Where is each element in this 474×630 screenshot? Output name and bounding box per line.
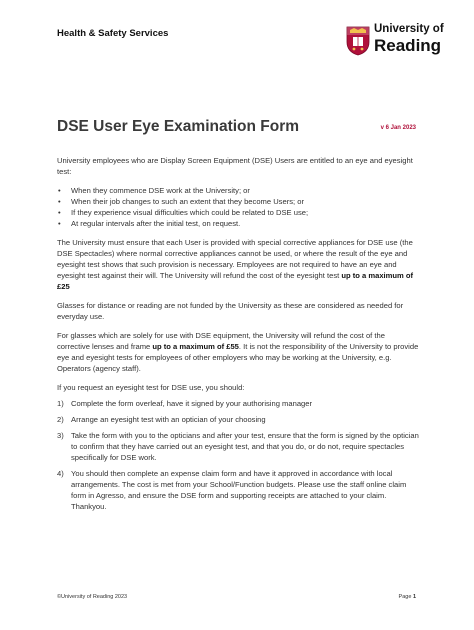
list-item xyxy=(57,468,419,512)
glasses-paragraph: Glasses for distance or reading are not funded by the University as these are considered as needed for everyday use. xyxy=(57,301,404,321)
crest-icon xyxy=(346,26,370,56)
list-item: • When they commence DSE work at the University; or xyxy=(57,185,419,196)
department-label: Health & Safety Services xyxy=(57,28,169,39)
page-number: 1 xyxy=(412,594,416,600)
logo-line-2: Reading xyxy=(374,35,442,55)
footer-page xyxy=(399,594,416,600)
steps-intro: If you request an eyesight test for DSE use, you should: xyxy=(57,383,245,392)
page-label: Page xyxy=(398,594,412,600)
dse-glasses-text-after: . It is not the responsibility of the University to provide eye and eyesight tests for employees of other employers who may be working at the University, e.g. Operators (agency staff). xyxy=(57,342,419,373)
refund-limit: up to a maximum of £25 xyxy=(57,271,414,291)
list-item: • When their job changes to such an extent that they become Users; or xyxy=(57,196,419,207)
list-item xyxy=(57,414,419,425)
list-item xyxy=(57,430,419,463)
refund-text: The University must ensure that each User is provided with special corrective appliances for DSE use (the DSE Spectacles) where normal corrective appliances cannot be used, or where the result of the eye and eyesight test shows that such provision is necessary. Employees are not required to have an eye and eyesight test against their will. The University will refund the cost of the eyesight test xyxy=(57,238,413,280)
list-item: • If they experience visual difficulties which could be related to DSE use; xyxy=(57,207,419,218)
step-text: You should then complete an expense claim form and have it approved in accordance with local arrangements. The cost is met from your School/Function budgets. Please use the staff online claim form in Agresso, and ensure the DSE form and supporting receipts are attached to your claim. Thankyou. xyxy=(71,469,407,511)
logo-line-1: University of xyxy=(374,23,444,35)
step-number: 4) xyxy=(57,469,64,478)
refund-paragraph xyxy=(57,237,419,292)
document-body xyxy=(57,155,419,517)
eligibility-list xyxy=(57,185,419,229)
dse-glasses-limit: up to a maximum of £55 xyxy=(152,342,239,351)
dse-glasses-text: For glasses which are solely for use with DSE equipment, the University will refund the cost of the corrective lenses and frame xyxy=(57,331,385,351)
step-number: 2) xyxy=(57,415,64,424)
university-logo xyxy=(346,24,446,58)
step-text: Complete the form overleaf, have it signed by your authorising manager xyxy=(71,399,313,408)
version-label: v 6 Jan 2023 xyxy=(380,125,416,131)
page-title: DSE User Eye Examination Form xyxy=(57,118,300,135)
list-item: • At regular intervals after the initial test, on request. xyxy=(57,218,419,229)
dse-glasses-paragraph xyxy=(57,330,419,374)
footer-copyright: ©University of Reading 2023 xyxy=(57,594,128,600)
steps-list xyxy=(57,398,419,512)
intro-paragraph: University employees who are Display Screen Equipment (DSE) Users are entitled to an eye and eyesight test: xyxy=(57,156,413,176)
step-text: Arrange an eyesight test with an optician of your choosing xyxy=(71,415,266,424)
step-text: Take the form with you to the opticians and after your test, ensure that the form is signed by the optician to confirm that they have carried out an eyesight test, and that you do, or do not, require spectacles specifically for DSE work. xyxy=(71,431,419,462)
step-number: 3) xyxy=(57,431,64,440)
step-number: 1) xyxy=(57,399,64,408)
list-item xyxy=(57,398,419,409)
